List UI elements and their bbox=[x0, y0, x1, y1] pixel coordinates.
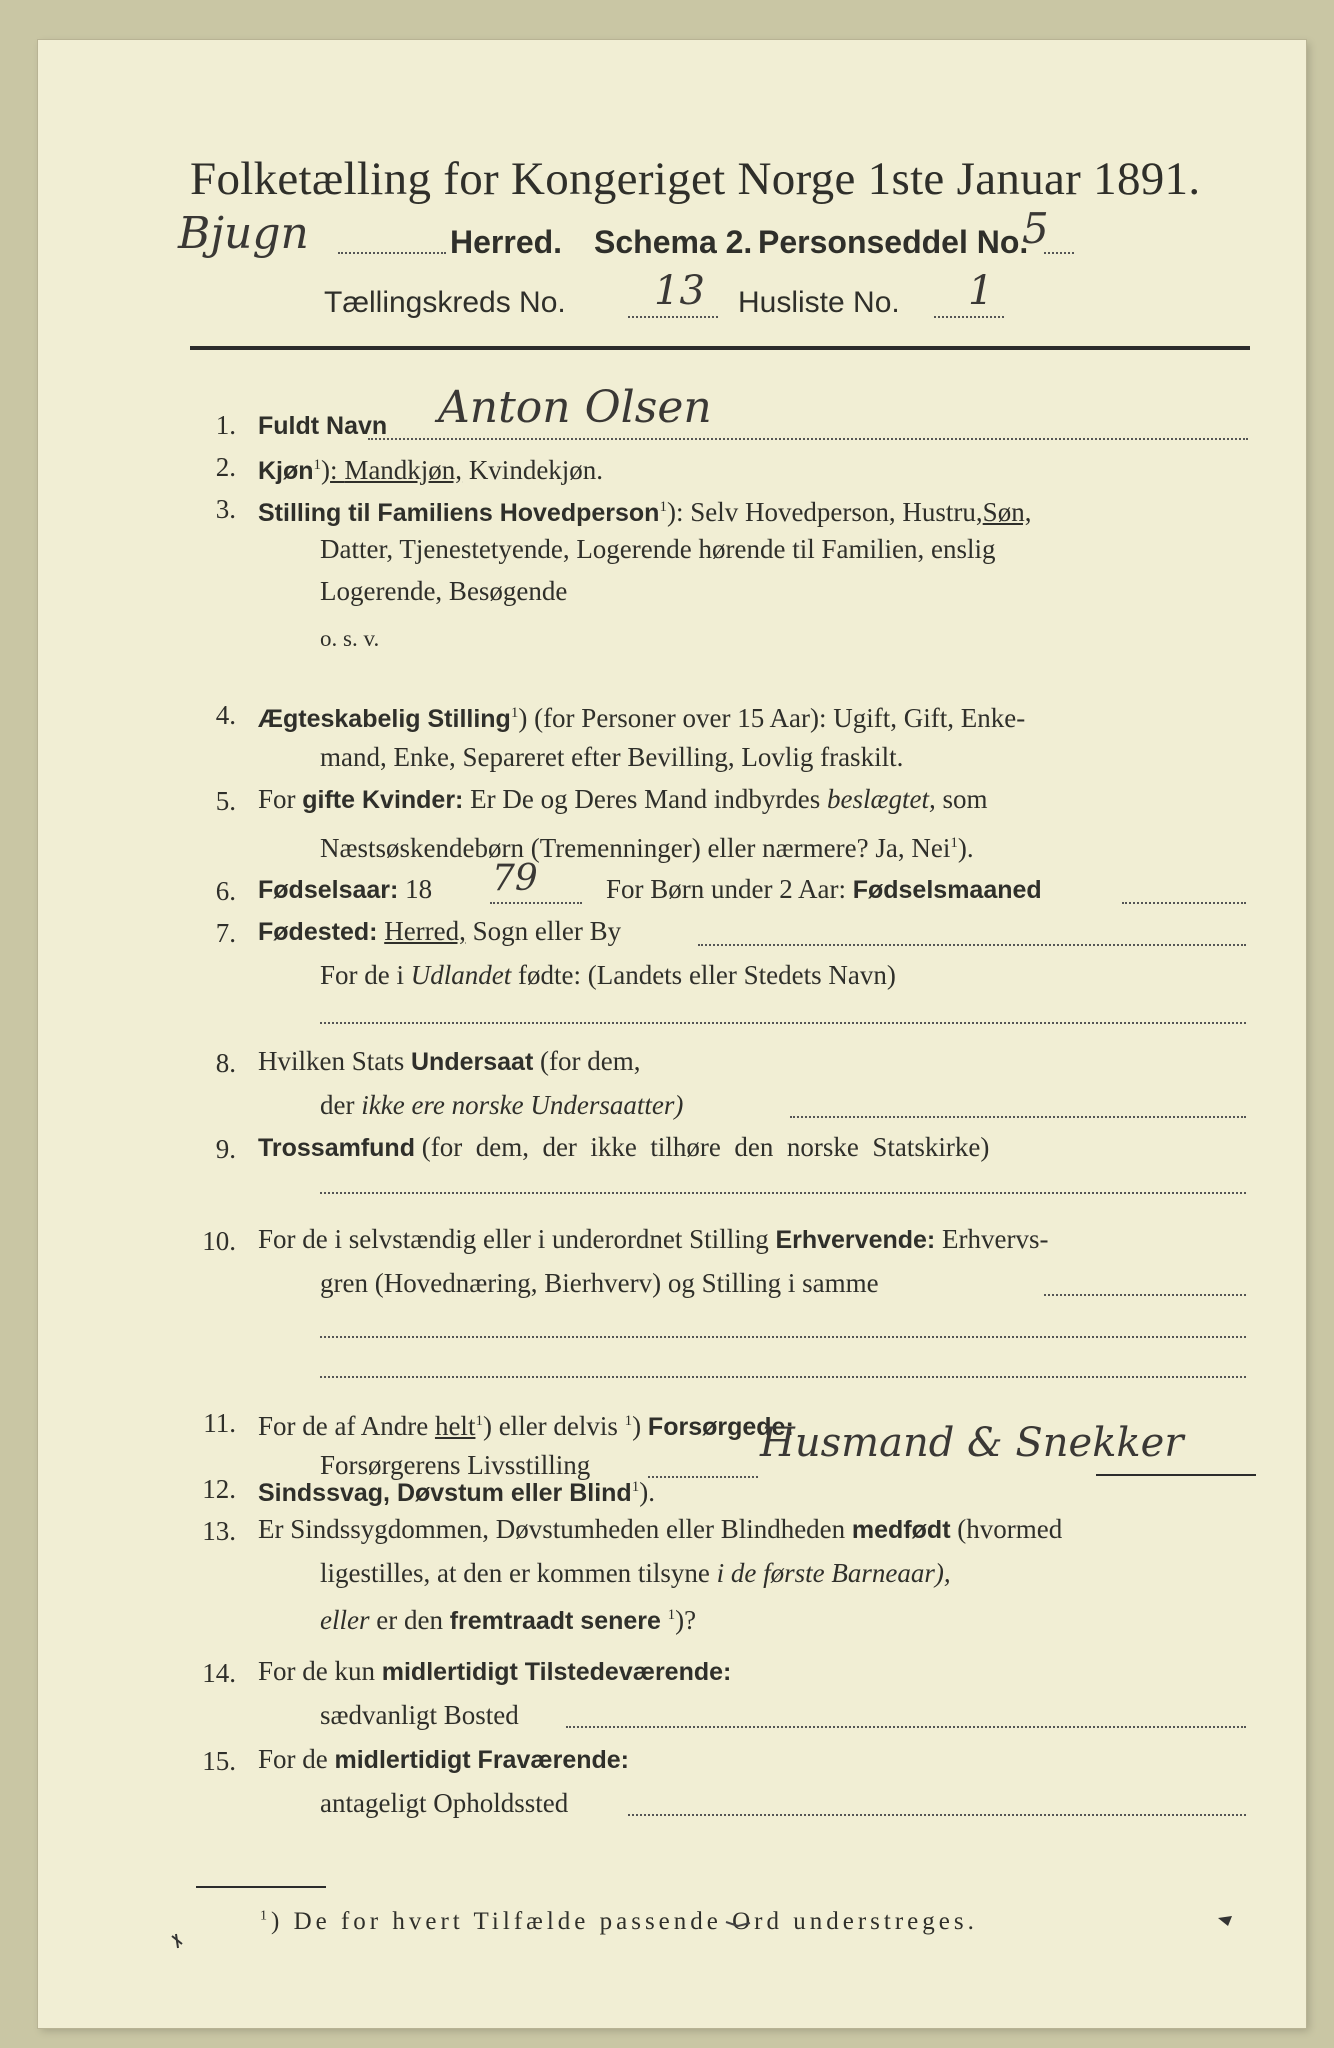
dotted-line bbox=[320, 1022, 1246, 1024]
item-text: Erhvervs- bbox=[942, 1224, 1049, 1254]
item-text: For Børn under 2 Aar: bbox=[606, 874, 846, 904]
provider-occupation-label: Forsørgerens Livsstilling bbox=[320, 1450, 591, 1480]
item-text: Er Sindssygdommen, Døvstumheden eller Blindheden bbox=[258, 1514, 846, 1544]
personseddel-no: 5 bbox=[1022, 204, 1049, 253]
dotted-line bbox=[320, 1192, 1246, 1194]
dotted-line bbox=[320, 1376, 1246, 1378]
item-text: (for dem, bbox=[540, 1046, 641, 1076]
birth-month-label: Fødselsmaaned bbox=[852, 876, 1042, 904]
dotted-line bbox=[368, 438, 1248, 440]
congenital-label: medfødt bbox=[851, 1516, 951, 1544]
marital-options-line2: mand, Enke, Separeret efter Bevilling, Lovlig fraskilt. bbox=[320, 742, 904, 772]
birth-year-value: 79 bbox=[492, 858, 538, 899]
sex-option-female: Kvindekjøn. bbox=[468, 455, 604, 485]
dotted-line bbox=[934, 316, 1004, 318]
item-text: der bbox=[320, 1090, 355, 1120]
kinship-question: Næstsøskendebørn (Tremenninger) eller nærmere? Ja, Nei bbox=[320, 833, 951, 863]
item-text: For de bbox=[258, 1744, 328, 1774]
dotted-line bbox=[490, 902, 582, 904]
dotted-line bbox=[698, 944, 1246, 946]
birth-year-label: Fødselsaar: bbox=[258, 876, 399, 904]
footnote-text: ) De for hvert Tilfælde passende Ord understreges. bbox=[271, 1908, 978, 1935]
sex-label: Kjøn bbox=[258, 457, 314, 485]
item-number: 3. bbox=[215, 494, 236, 524]
footnote-ref: 1 bbox=[260, 1908, 271, 1924]
header-rule bbox=[190, 346, 1250, 350]
item-text: ikke ere norske Undersaatter) bbox=[361, 1090, 684, 1120]
item-text: (hvormed bbox=[957, 1514, 1063, 1544]
dotted-line bbox=[790, 1116, 1246, 1118]
item-text: beslægtet, bbox=[827, 784, 936, 814]
kreds-label: Tællingskreds No. bbox=[324, 286, 566, 319]
item-text: Hvilken Stats bbox=[258, 1046, 405, 1076]
item-text: ligestilles, at den er kommen tilsyne bbox=[320, 1558, 710, 1588]
item-number: 5. bbox=[215, 786, 236, 816]
dotted-line bbox=[648, 1476, 758, 1478]
dotted-line bbox=[1044, 1294, 1246, 1296]
pencil-marks bbox=[166, 1914, 1276, 1954]
dotted-line bbox=[338, 252, 446, 254]
household-position-label: Stilling til Familiens Hovedperson bbox=[258, 499, 660, 527]
underline bbox=[1096, 1474, 1256, 1476]
item-text: Er De og Deres Mand indbyrdes bbox=[470, 784, 821, 814]
dotted-line bbox=[628, 1814, 1246, 1816]
temporary-present-label: midlertidigt Tilstedeværende: bbox=[381, 1658, 732, 1686]
item-number: 6. bbox=[215, 876, 236, 906]
full-name-label: Fuldt Navn bbox=[258, 412, 388, 440]
married-women-label: gifte Kvinder: bbox=[302, 786, 464, 814]
husliste-label: Husliste No. bbox=[738, 286, 900, 319]
item-number: 2. bbox=[215, 452, 236, 482]
kreds-no: 13 bbox=[654, 268, 705, 314]
occupation-label: Erhvervende: bbox=[775, 1226, 936, 1254]
provider-occupation-value: Husmand & Snekker bbox=[760, 1420, 1184, 1466]
item-text: fødte: (Landets eller Stedets Navn) bbox=[518, 960, 896, 990]
birthplace-option-marked: Herred, bbox=[384, 916, 466, 946]
personseddel-label: Personseddel No. bbox=[758, 224, 1029, 260]
schema-label: Schema 2. bbox=[594, 224, 753, 260]
item-text: eller bbox=[320, 1605, 370, 1635]
item-text: som bbox=[942, 784, 988, 814]
item-text: For de kun bbox=[258, 1656, 375, 1686]
citizenship-label: Undersaat bbox=[411, 1048, 534, 1076]
dotted-line bbox=[320, 1336, 1246, 1338]
herred-handwritten: Bjugn bbox=[178, 208, 309, 259]
religion-label: Trossamfund bbox=[258, 1134, 415, 1162]
item-text: i de første Barneaar), bbox=[716, 1558, 951, 1588]
item-text: Udlandet bbox=[410, 960, 512, 990]
form-title: Folketælling for Kongeriget Norge 1ste Januar 1891. bbox=[190, 153, 1201, 205]
dotted-line bbox=[1122, 902, 1246, 904]
footnote-rule bbox=[196, 1886, 326, 1888]
supported-label: Forsørgede: bbox=[647, 1413, 794, 1441]
item-number: 7. bbox=[215, 918, 236, 948]
household-options-line2: Datter, Tjenestetyende, Logerende hørende til Familien, enslig bbox=[320, 534, 996, 564]
temporary-absent-label: midlertidigt Fraværende: bbox=[334, 1746, 629, 1774]
disability-label: Sindssvag, Døvstum eller Blind bbox=[258, 1479, 632, 1507]
birthplace-label: Fødested: bbox=[258, 918, 378, 946]
dotted-line bbox=[566, 1726, 1246, 1728]
full-name-value: Anton Olsen bbox=[438, 382, 712, 433]
marital-options: (for Personer over 15 Aar): Ugift, Gift, Enke- bbox=[534, 703, 1026, 733]
item-text: For de i selvstændig eller i underordnet Stilling bbox=[258, 1224, 769, 1254]
supported-option-marked: helt bbox=[434, 1411, 476, 1441]
dotted-line bbox=[1044, 252, 1074, 254]
item-text: For de i bbox=[320, 960, 404, 990]
marital-status-label: Ægteskabelig Stilling bbox=[258, 705, 511, 733]
item-number: 8. bbox=[215, 1048, 236, 1078]
item-text: (for dem, der ikke tilhøre den norske Statskirke) bbox=[421, 1132, 990, 1162]
herred-label: Herred. bbox=[450, 224, 563, 260]
item-text: eller delvis bbox=[498, 1411, 618, 1441]
item-text: For bbox=[258, 784, 296, 814]
household-option-marked: Søn, bbox=[982, 497, 1032, 527]
item-number: 4. bbox=[215, 700, 236, 730]
item-number: 13. bbox=[202, 1516, 236, 1546]
birthplace-options: Sogn eller By bbox=[472, 916, 622, 946]
item-number: 9. bbox=[215, 1134, 236, 1164]
item-number: 11. bbox=[203, 1408, 236, 1438]
item-number: 10. bbox=[202, 1226, 236, 1256]
husliste-no: 1 bbox=[968, 268, 994, 314]
item-number: 12. bbox=[202, 1474, 236, 1504]
household-options: Selv Hovedperson, Hustru, bbox=[690, 497, 983, 527]
occupation-line2: gren (Hovednæring, Bierhverv) og Stilling i samme bbox=[320, 1268, 879, 1298]
census-form-page: Folketælling for Kongeriget Norge 1ste Januar 1891. Bjugn Herred. Schema 2. Personseddel No. 5 Tællingskreds No. 13 Husliste No. 1 1. Fuldt Navn Anton Olsen 2. Kjøn$^1$): Mandkjøn, Kvindekjøn. 3. Stilling til Familiens Hovedperson$^1$): Selv Hovedperson, Hustru,Søn, Datter, Tjenestetyende, Logerende hørende til Familien, enslig Logerende, Besøgende o. s. v. 4. Ægteskabelig Stilling$^1$) (for Personer over 15 Aar): Ugift, Gift, Enke- mand, Enke, Separeret efter Bevilling, Lovlig fraskilt. 5. For gifte Kvinder: Er De og Deres Mand indbyrdes beslægtet, som Næstsøskendebørn (Tremenninger) eller nærmere? Ja, Nei$^1$). 6. Fødselsaar: 18 79 For Børn under 2 Aar: Fødselsmaaned 7. Fødested: Herred, Sogn eller By For de i Udlandet fødte: (Landets eller Stedets Navn) 8. Hvilken Stats Undersaat (for dem, der ikke ere norske Undersaatter) 9. Trossamfund (for dem, der ikke tilhøre den norske Statskirke) 10. For de i selvstændig eller i underordnet Stilling Erhvervende: Erhvervs- gren (Hovednæring, Bierhverv) og Stilling i samme 11. For de af Andre helt$^1$) eller delvis $^1$) Forsørgede: Forsørgerens Livsstilling Husmand & Snekker 12. Sindssvag, Døvstum eller Blind$^1$). 13. Er Sindssygdommen, Døvstumheden eller Blindheden medfødt (hvormed ligestilles, at den er kommen tilsyne i de første Barneaar), eller er den fremtraadt senere $^1$)? 14. For de kun midlertidigt Tilstedeværende: sædvanligt Bosted 15. For de midlertidigt Fraværende: antageligt Opholdssted $^1$) De for hvert Tilfælde passende Ord understreges. bbox=[38, 40, 1306, 2028]
probable-whereabouts-label: antageligt Opholdssted bbox=[320, 1788, 569, 1818]
usual-residence-label: sædvanligt Bosted bbox=[320, 1700, 519, 1730]
item-number: 15. bbox=[202, 1746, 236, 1776]
footnote-ref: 1 bbox=[313, 457, 322, 473]
birth-year-prefix: 18 bbox=[405, 874, 433, 904]
item-number: 1. bbox=[215, 410, 236, 440]
item-number: 14. bbox=[202, 1658, 236, 1688]
household-options-line4: o. s. v. bbox=[320, 626, 380, 651]
item-text: For de af Andre bbox=[258, 1411, 429, 1441]
household-options-line3: Logerende, Besøgende bbox=[320, 576, 568, 606]
sex-option-male: Mandkjøn, bbox=[344, 455, 463, 485]
dotted-line bbox=[628, 316, 718, 318]
acquired-later-label: fremtraadt senere bbox=[449, 1607, 661, 1635]
item-text: er den bbox=[376, 1605, 443, 1635]
